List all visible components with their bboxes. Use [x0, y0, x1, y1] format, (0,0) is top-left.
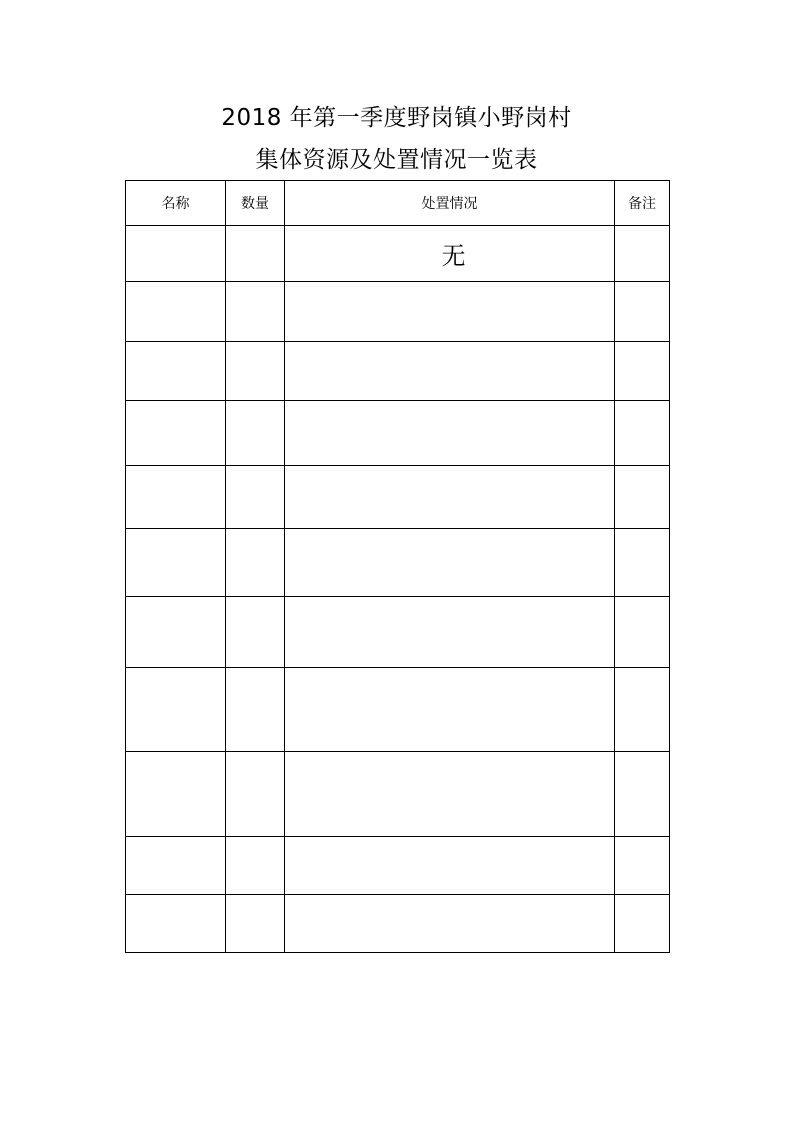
cell-remarks — [615, 282, 670, 342]
cell-name — [126, 466, 226, 529]
cell-disposal — [285, 668, 615, 752]
cell-quantity — [226, 668, 285, 752]
cell-remarks — [615, 895, 670, 953]
cell-remarks — [615, 597, 670, 668]
table-row — [126, 226, 670, 282]
cell-remarks — [615, 837, 670, 895]
cell-name — [126, 752, 226, 837]
cell-disposal — [285, 282, 615, 342]
cell-name — [126, 342, 226, 401]
header-name: 名称 — [126, 181, 226, 226]
cell-quantity — [226, 597, 285, 668]
header-quantity: 数量 — [226, 181, 285, 226]
table-header-row — [126, 181, 670, 226]
table-row — [126, 752, 670, 837]
table-row — [126, 529, 670, 597]
cell-disposal — [285, 597, 615, 668]
cell-remarks — [615, 752, 670, 837]
cell-name — [126, 668, 226, 752]
table-row — [126, 597, 670, 668]
cell-remarks — [615, 529, 670, 597]
cell-disposal — [285, 466, 615, 529]
cell-quantity — [226, 401, 285, 466]
cell-remarks — [615, 466, 670, 529]
cell-name — [126, 529, 226, 597]
cell-remarks — [615, 342, 670, 401]
cell-remarks — [615, 401, 670, 466]
cell-quantity — [226, 895, 285, 953]
cell-disposal — [285, 895, 615, 953]
cell-quantity — [226, 837, 285, 895]
cell-name — [126, 837, 226, 895]
cell-name — [126, 401, 226, 466]
cell-disposal — [285, 837, 615, 895]
table-row — [126, 895, 670, 953]
cell-disposal — [285, 752, 615, 837]
table-row — [126, 837, 670, 895]
cell-quantity — [226, 529, 285, 597]
cell-remarks — [615, 226, 670, 282]
table-row — [126, 668, 670, 752]
table-row — [126, 282, 670, 342]
collective-resources-table — [125, 180, 670, 953]
header-remarks: 备注 — [615, 181, 670, 226]
cell-disposal — [285, 529, 615, 597]
cell-disposal — [285, 401, 615, 466]
cell-name — [126, 597, 226, 668]
document-title-line-1: 2018 年第一季度野岗镇小野岗村 — [221, 105, 572, 131]
cell-disposal: 无 — [285, 226, 615, 282]
cell-name — [126, 895, 226, 953]
cell-name — [126, 282, 226, 342]
cell-quantity — [226, 226, 285, 282]
cell-disposal — [285, 342, 615, 401]
cell-quantity — [226, 342, 285, 401]
table-row — [126, 342, 670, 401]
cell-name — [126, 226, 226, 282]
cell-quantity — [226, 466, 285, 529]
cell-remarks — [615, 668, 670, 752]
cell-quantity — [226, 282, 285, 342]
cell-quantity — [226, 752, 285, 837]
table-row — [126, 466, 670, 529]
document-title-line-2: 集体资源及处置情况一览表 — [255, 147, 538, 173]
table-row — [126, 401, 670, 466]
header-disposal: 处置情况 — [285, 181, 615, 226]
